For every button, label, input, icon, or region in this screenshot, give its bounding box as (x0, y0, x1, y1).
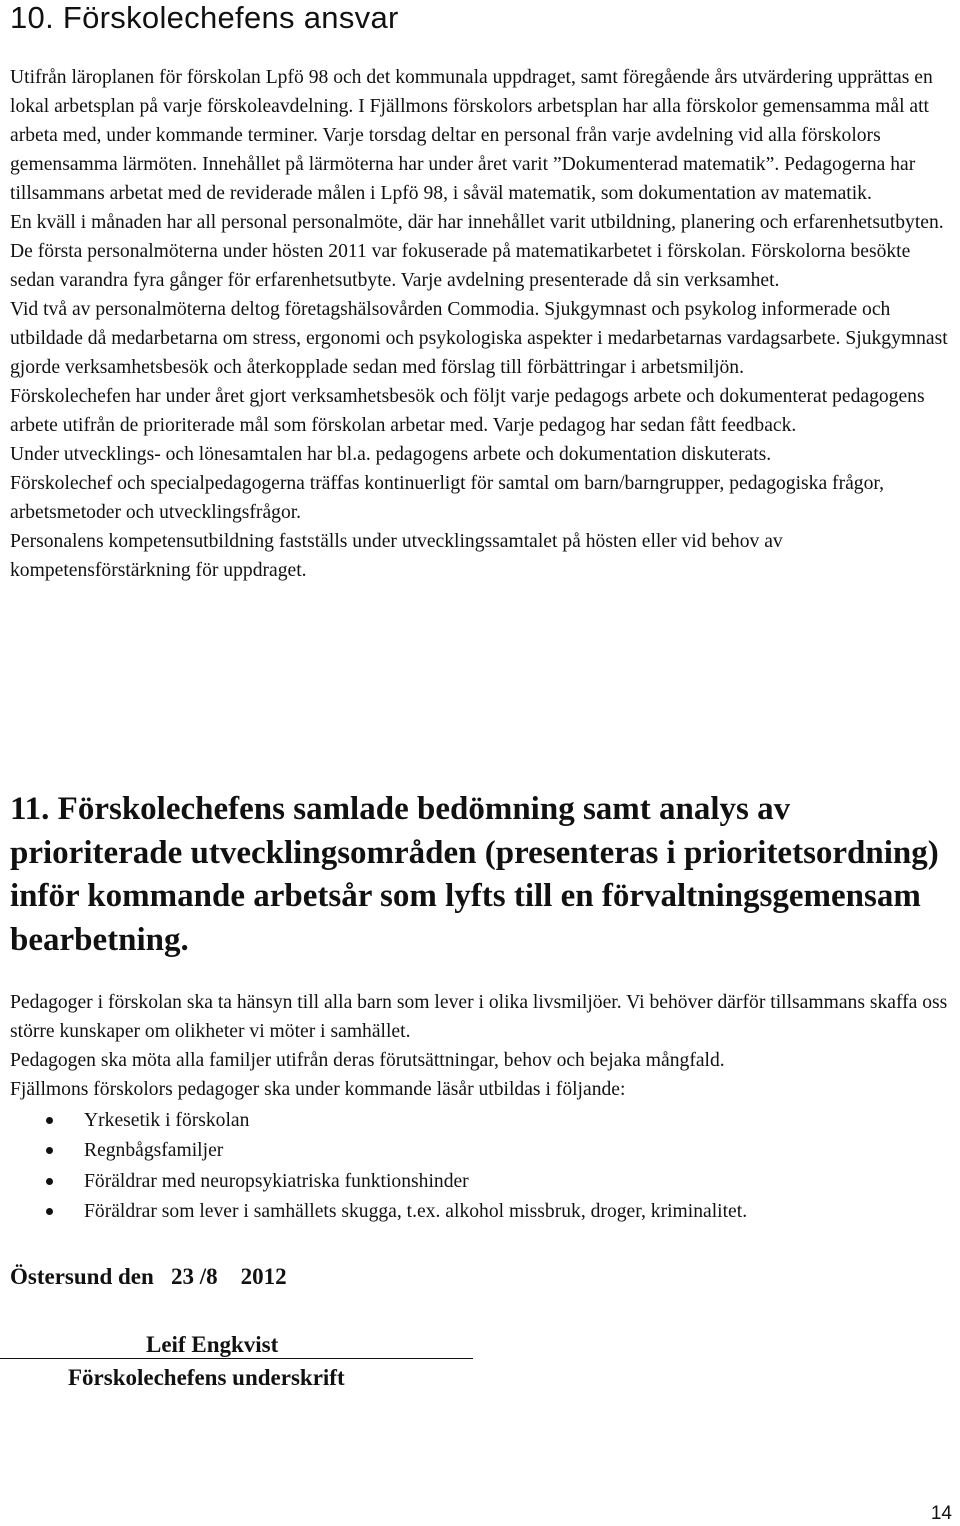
list-item-text: Föräldrar som lever i samhällets skugga, t.ex. alkohol missbruk, droger, kriminalitet. (84, 1200, 748, 1222)
list-item-text: Föräldrar med neuropsykiatriska funktionshinder (84, 1170, 469, 1192)
section-11-heading: 11. Förskolechefens samlade bedömning samt analys av prioriterade utvecklingsområden (presenteras i prioritetsordning) inför kommande arbetsår som lyfts till en förvaltningsgemensam bearbetning. (10, 791, 939, 958)
bullet-icon (46, 1147, 53, 1154)
section-10-paragraph: Under utvecklings- och lönesamtalen har bl.a. pedagogens arbete och dokumentation diskuterats. (10, 444, 772, 465)
list-item-text: Yrkesetik i förskolan (84, 1110, 250, 1131)
section-11-body (10, 988, 955, 1104)
section-10-paragraph: Förskolechefen har under året gjort verksamhetsbesök och följt varje pedagogs arbete och dokumenterat pedagogens arbete utifrån de prioriterade mål som förskolan arbetar med. Varje pedagog har sedan fått feedback. (10, 386, 925, 436)
section-10-paragraph: Personalens kompetensutbildning fastställs under utvecklingssamtalet på hösten eller vid behov av kompetensförstärkning för uppdraget. (10, 531, 783, 581)
bullet-icon (46, 1117, 53, 1124)
list-item-text: Regnbågsfamiljer (84, 1140, 224, 1162)
section-10-paragraph: Utifrån läroplanen för förskolan Lpfö 98 och det kommunala uppdraget, samt föregående års utvärdering upprättas en lokal arbetsplan på varje förskoleavdelning. I Fjällmons förskolors arbetsplan har alla förskolor gemensamma mål att arbeta med, under kommande terminer. Varje torsdag deltar en personal från varje avdelning vid alla förskolors gemensamma lärmöten. Innehållet på lärmöterna har under året varit ”Dokumenterad matematik”. Pedagogerna har tillsammans arbetat med de reviderade målen i Lpfö 98, i såväl matematik, som dokumentation av matematik. (10, 67, 933, 204)
section-10-paragraph: En kväll i månaden har all personal personalmöte, där har innehållet varit utbildning, planering och erfarenhetsutbyten. De första personalmöterna under hösten 2011 var fokuserade på matematikarbetet i förskolan. Förskolorna besökte sedan varandra fyra gånger för erfarenhetsutbyte. Varje avdelning presenterade då sin verksamhet. (10, 212, 944, 291)
bullet-icon (46, 1208, 53, 1215)
section-11-paragraph: Fjällmons förskolors pedagoger ska under kommande läsår utbildas i följande: (10, 1079, 626, 1100)
list-item (0, 1167, 950, 1197)
bullet-icon (46, 1178, 53, 1185)
list-item (0, 1106, 950, 1136)
section-10-paragraph: Förskolechef och specialpedagogerna träffas kontinuerligt för samtal om barn/barngrupper, pedagogiska frågor, arbetsmetoder och utvecklingsfrågor. (10, 473, 885, 523)
signature-line (0, 1358, 473, 1359)
place-and-date: Östersund den 23 /8 2012 (10, 1264, 287, 1289)
training-topics-list (0, 1106, 950, 1227)
section-10-body (10, 63, 955, 585)
page-number: 14 (930, 1503, 952, 1524)
section-10-heading: 10. Förskolechefens ansvar (10, 0, 399, 35)
section-11-paragraph: Pedagogen ska möta alla familjer utifrån deras förutsättningar, behov och bejaka mångfald. (10, 1050, 725, 1071)
list-item (0, 1197, 950, 1227)
section-11-paragraph: Pedagoger i förskolan ska ta hänsyn till alla barn som lever i olika livsmiljöer. Vi behöver därför tillsammans skaffa oss större kunskaper om olikheter vi möter i samhället. (10, 992, 948, 1042)
signature-caption: Förskolechefens underskrift (68, 1365, 345, 1390)
section-10-paragraph: Vid två av personalmöterna deltog företagshälsovården Commodia. Sjukgymnast och psykolog informerade och utbildade då medarbetarna om stress, ergonomi och psykologiska aspekter i medarbetarnas vardagsarbete. Sjukgymnast gjorde verksamhetsbesök och återkopplade sedan med förslag till förbättringar i arbetsmiljön. (10, 299, 948, 378)
list-item (0, 1136, 950, 1166)
signatory-name: Leif Engkvist (146, 1332, 279, 1357)
